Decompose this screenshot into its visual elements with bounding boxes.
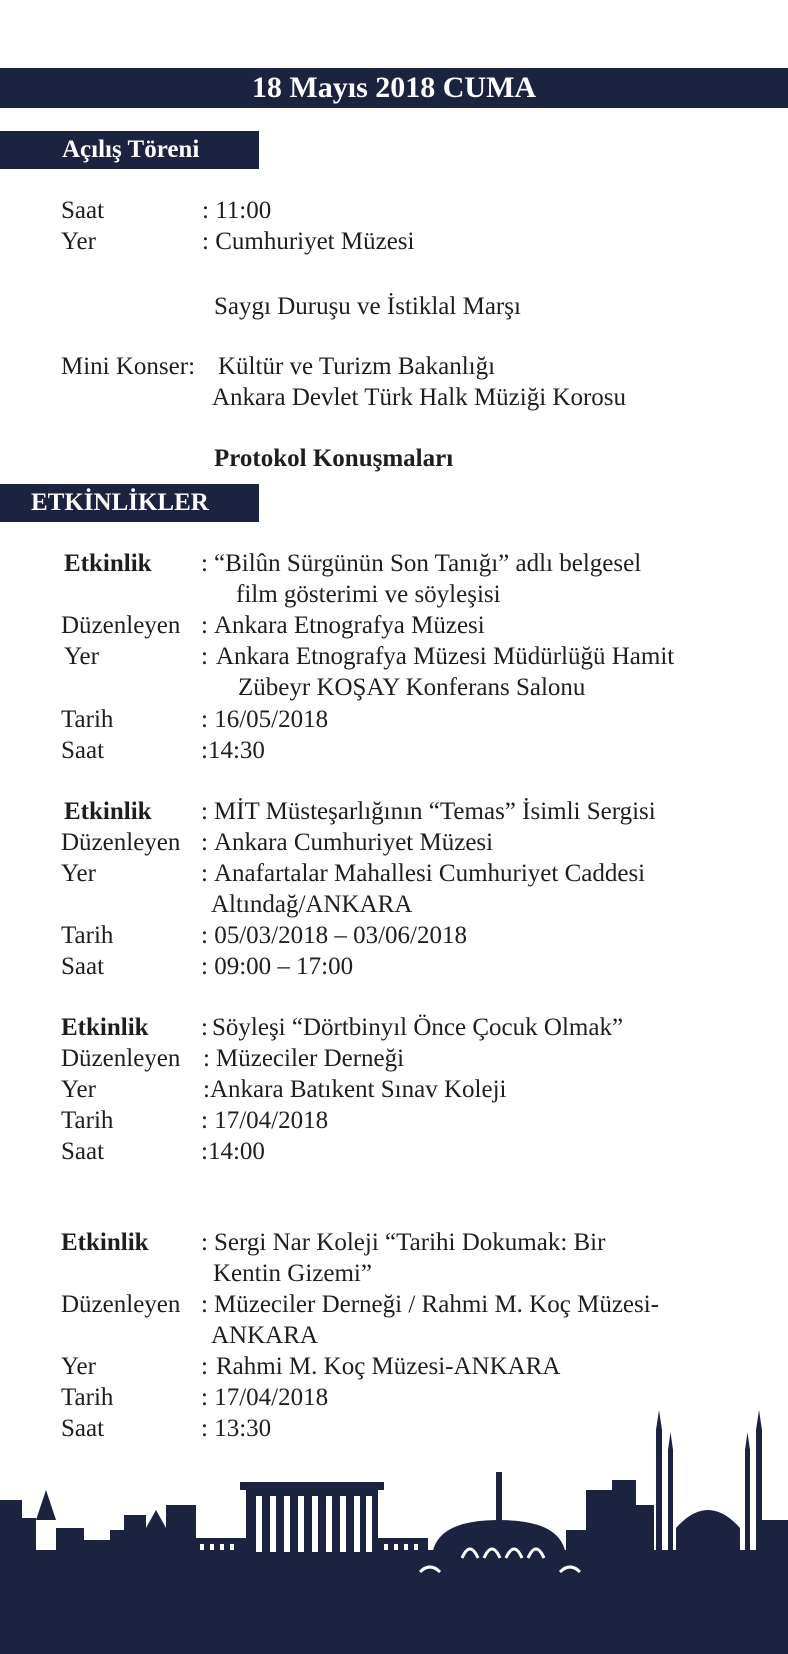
- opening-ceremony-text: Saygı Duruşu ve İstiklal Marşı: [214, 293, 521, 320]
- event-4-time-value: : 13:30: [201, 1415, 272, 1442]
- event-1-colon: :: [201, 550, 208, 577]
- event-4-place-colon: :: [201, 1353, 208, 1380]
- event-1-title-line1: “Bilûn Sürgünün Son Tanığı” adlı belgesel: [214, 550, 642, 577]
- event-3-place-label: Yer: [61, 1076, 96, 1103]
- opening-time-label: Saat: [61, 197, 105, 224]
- event-1-date-value: : 16/05/2018: [201, 706, 329, 733]
- event-1-time-value: :14:30: [201, 737, 265, 764]
- event-4-title-line1: Sergi Nar Koleji “Tarihi Dokumak: Bir: [214, 1229, 606, 1256]
- opening-place-label: Yer: [61, 228, 96, 255]
- event-3-time-label: Saat: [61, 1138, 105, 1165]
- event-2-date-value: : 05/03/2018 – 03/06/2018: [201, 922, 467, 949]
- event-4-label: Etkinlik: [61, 1229, 149, 1256]
- event-2-organizer-colon: :: [201, 829, 208, 856]
- event-4-place-label: Yer: [61, 1353, 96, 1380]
- opening-concert-line2: Ankara Devlet Türk Halk Müziği Korosu: [212, 384, 627, 411]
- opening-concert-label: Mini Konser:: [61, 353, 196, 380]
- event-4-date-label: Tarih: [61, 1384, 114, 1411]
- event-1-label: Etkinlik: [64, 550, 152, 577]
- date-header: 18 Mayıs 2018 CUMA: [0, 68, 788, 108]
- event-2-organizer: Ankara Cumhuriyet Müzesi: [214, 829, 494, 856]
- event-3-colon: :: [201, 1014, 208, 1041]
- event-3-place: Ankara Batıkent Sınav Koleji: [210, 1076, 507, 1103]
- event-4-organizer-colon: :: [201, 1291, 208, 1318]
- event-4-organizer-line2: ANKARA: [211, 1322, 318, 1349]
- event-3-label: Etkinlik: [61, 1014, 149, 1041]
- opening-speeches: Protokol Konuşmaları: [214, 445, 454, 472]
- event-1-place-colon: :: [201, 643, 208, 670]
- event-1-place-line2: Zübeyr KOŞAY Konferans Salonu: [238, 674, 586, 701]
- event-4-colon: :: [201, 1229, 208, 1256]
- events-title: ETKİNLİKLER: [0, 484, 259, 522]
- event-2-place-line2: Altındağ/ANKARA: [211, 891, 413, 918]
- event-1-organizer-colon: :: [201, 612, 208, 639]
- event-2-place-line1: Anafartalar Mahallesi Cumhuriyet Caddesi: [214, 860, 646, 887]
- opening-concert-line1: Kültür ve Turizm Bakanlığı: [218, 353, 496, 380]
- event-4-organizer-line1: Müzeciler Derneği / Rahmi M. Koç Müzesi-: [214, 1291, 660, 1318]
- event-3-time-value: :14:00: [201, 1138, 265, 1165]
- event-4-date-value: : 17/04/2018: [201, 1384, 329, 1411]
- event-4-time-label: Saat: [61, 1415, 105, 1442]
- event-2-date-label: Tarih: [61, 922, 114, 949]
- event-3-organizer-colon: :: [203, 1045, 210, 1072]
- event-1-title-line2: film gösterimi ve söyleşisi: [236, 581, 501, 608]
- event-1-time-label: Saat: [61, 737, 105, 764]
- event-3-title-line1: Söyleşi “Dörtbinyıl Önce Çocuk Olmak”: [212, 1014, 624, 1041]
- event-2-place-label: Yer: [61, 860, 96, 887]
- ankara-skyline-icon: [0, 1410, 788, 1654]
- event-4-organizer-label: Düzenleyen: [61, 1291, 181, 1318]
- event-4-title-line2: Kentin Gizemi”: [213, 1260, 372, 1287]
- event-2-time-label: Saat: [61, 953, 105, 980]
- event-2-title-line1: MİT Müsteşarlığının “Temas” İsimli Sergisi: [214, 798, 656, 825]
- event-1-place-label: Yer: [64, 643, 99, 670]
- event-1-place-line1: Ankara Etnografya Müzesi Müdürlüğü Hamit: [216, 643, 675, 670]
- opening-ceremony-title: Açılış Töreni: [0, 131, 259, 169]
- event-3-organizer: Müzeciler Derneği: [216, 1045, 405, 1072]
- event-3-organizer-label: Düzenleyen: [61, 1045, 181, 1072]
- opening-place-value: : Cumhuriyet Müzesi: [202, 228, 415, 255]
- event-2-colon: :: [201, 798, 208, 825]
- event-2-organizer-label: Düzenleyen: [61, 829, 181, 856]
- event-3-date-value: : 17/04/2018: [201, 1107, 329, 1134]
- event-2-label: Etkinlik: [64, 798, 152, 825]
- event-1-organizer: Ankara Etnografya Müzesi: [214, 612, 485, 639]
- event-4-place: Rahmi M. Koç Müzesi-ANKARA: [216, 1353, 561, 1380]
- event-3-date-label: Tarih: [61, 1107, 114, 1134]
- event-2-place-colon: :: [201, 860, 208, 887]
- event-3-place-colon: :: [203, 1076, 210, 1103]
- event-1-organizer-label: Düzenleyen: [61, 612, 181, 639]
- event-1-date-label: Tarih: [61, 706, 114, 733]
- opening-time-value: : 11:00: [202, 197, 272, 224]
- event-2-time-value: : 09:00 – 17:00: [201, 953, 354, 980]
